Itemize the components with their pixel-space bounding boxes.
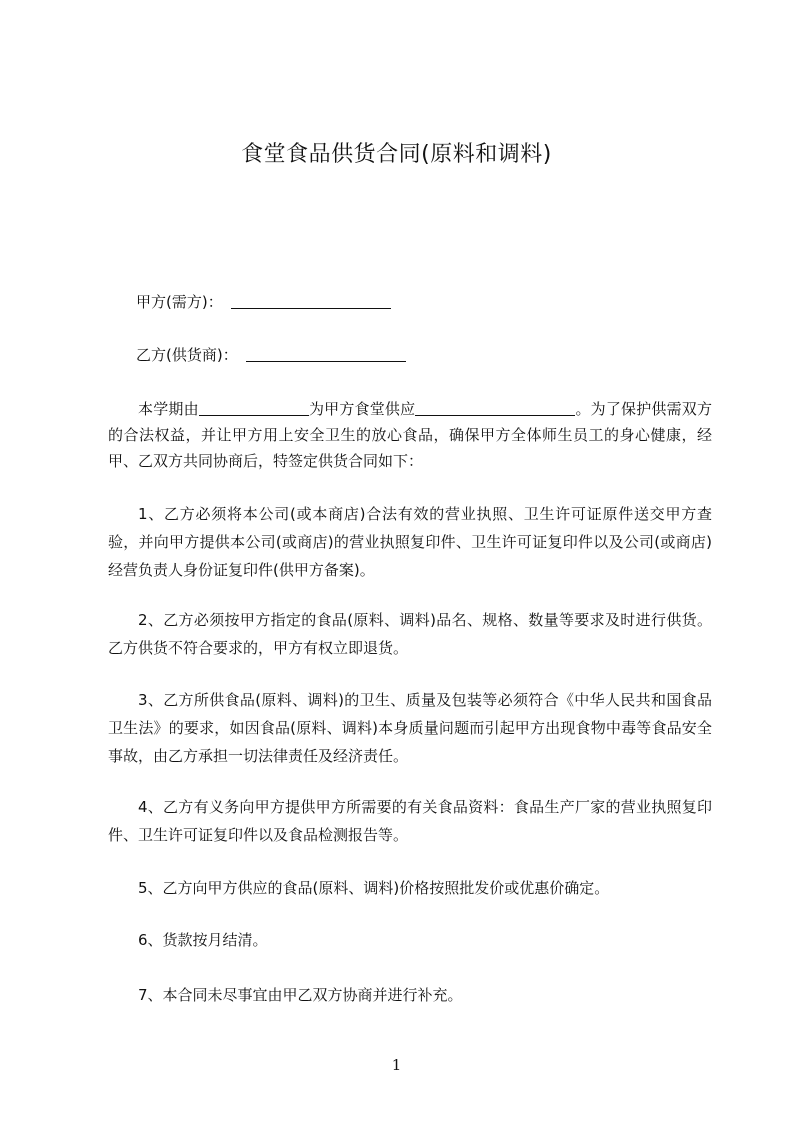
supplier-blank [199,401,309,416]
party-b-line [136,343,406,367]
party-a-blank [231,294,391,309]
party-b-label: 乙方(供货商)： [136,346,238,364]
clause-2: 2、乙方必须按甲方指定的食品(原料、调料)品名、规格、数量等要求及时进行供货。乙方供货不符合要求的，甲方有权立即退货。 [108,611,712,657]
intro-text-3: 。为了保护供需双方的合法权益，并让甲方用上安全卫生的放心食品，确保甲方全体师生员工的身心健康，经甲、乙双方共同协商后，特签定供货合同如下： [108,400,712,470]
clause-5: 5、乙方向甲方供应的食品(原料、调料)价格按照批发价或优惠价确定。 [138,879,610,897]
goods-blank [415,401,575,416]
clause-7: 7、本合同未尽事宜由甲乙双方协商并进行补充。 [138,986,463,1004]
intro-paragraph [108,396,712,474]
party-b-blank [246,347,406,362]
clause-3: 3、乙方所供食品(原料、调料)的卫生、质量及包装等必须符合《中华人民共和国食品卫生法》的要求，如因食品(原料、调料)本身质量问题而引起甲方出现食物中毒等食品安全事故，由乙方承担一切法律责任及经济责任。 [108,691,712,765]
party-a-label: 甲方(需方)： [136,293,223,311]
page-number: 1 [391,1056,402,1074]
intro-text-1: 本学期由 [138,400,199,418]
clause-4: 4、乙方有义务向甲方提供甲方所需要的有关食品资料：食品生产厂家的营业执照复印件、卫生许可证复印件以及食品检测报告等。 [108,798,712,844]
intro-text-2: 为甲方食堂供应 [308,400,416,418]
document-title: 食堂食品供货合同(原料和调料) [241,142,552,167]
clause-1: 1、乙方必须将本公司(或本商店)合法有效的营业执照、卫生许可证原件送交甲方查验，并向甲方提供本公司(或商店)的营业执照复印件、卫生许可证复印件以及公司(或商店)经营负责人身份证复印件(供甲方备案)。 [108,505,712,579]
clause-6: 6、货款按月结清。 [138,931,268,949]
party-a-line [136,290,391,314]
